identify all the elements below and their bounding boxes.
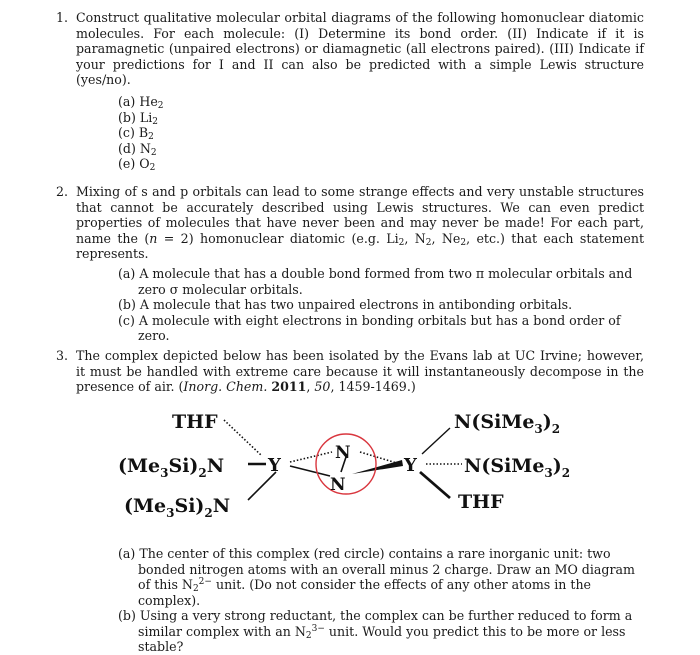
bond-y-n-bottom-left: [248, 472, 276, 500]
wedge-nbottom-y-right: [352, 460, 403, 474]
question-1-text: Construct qualitative molecular orbital diagrams of the following homonuclear diatomic molecules. For each molecule: (I) Determine its bond order. (II) Indicate if it is paramagnetic (unpaired electrons) or diamagnetic (all electrons paired). (III) Indicate if your predictions for I and II can also be predicted with a simple Lewis structure (yes/no).: [76, 10, 644, 87]
part-b: (b) Using a very strong reductant, the complex can be further reduced to form a similar complex with an $N_2^{3-}$ unit. Would you predict this to be more or less stable?: [118, 608, 633, 654]
statement-list: [118, 266, 646, 344]
bond-thf-y-left: [224, 420, 262, 456]
question-2: [56, 184, 645, 262]
molecule-item: (a) $He_2$: [118, 94, 164, 111]
label-me3si2n-left: $(Me_3Si)_2N$: [118, 455, 225, 480]
statement-item: (a) A molecule that has a double bond formed from two π molecular orbitals and zero σ molecular orbitals.: [118, 266, 633, 297]
part-a: (a) The center of this complex (red circle) contains a rare inorganic unit: two bonded nitrogen atoms with an overall minus 2 charge. Draw an MO diagram of this $N_2^{2-}$ unit. (Do not consider the effects of any other atoms in the complex).: [118, 546, 635, 608]
question-3-parts: [118, 546, 646, 655]
bond-y-ntop-dash: [290, 452, 332, 462]
question-3-text: The complex depicted below has been isolated by the Evans lab at UC Irvine; however, it must be handled with extreme care because it will instantaneously decompose in the presence of air. (Inorg. Chem. 2011, 50, 1459-1469.): [76, 348, 644, 394]
label-n-top: N: [335, 443, 351, 463]
question-2-number: 2.: [56, 184, 69, 199]
question-1: [56, 10, 644, 88]
label-thf-left: THF: [172, 411, 218, 433]
molecule-item: (c) $B_2$: [118, 125, 154, 142]
question-3-number: 3.: [56, 348, 69, 363]
bond-y-right-thf: [420, 472, 450, 498]
label-y-right: Y: [404, 455, 417, 476]
complex-structure: [0, 408, 700, 528]
label-me3si2n-bottom: $(Me_3Si)_2N$: [124, 495, 231, 520]
label-thf-right: THF: [458, 491, 504, 513]
bond-y-right-nsime-top: [422, 428, 450, 454]
label-y-left: Y: [268, 455, 281, 476]
label-n-bottom: N: [330, 475, 346, 495]
question-3: [56, 348, 644, 395]
question-2-text: Mixing of s and p orbitals can lead to some strange effects and very unstable structures that cannot be accurately described using Lewis structures. We can even predict properties of molecules that have never been and may never be made! For each part, name the (n = 2) homonuclear diatomic (e.g. $Li_2$, $N_2$, $Ne_2$, etc.) that each statement represents.: [76, 184, 645, 261]
molecule-item: (b) $Li_2$: [118, 109, 159, 127]
statement-item: (b) A molecule that has two unpaired electrons in antibonding orbitals.: [118, 297, 573, 312]
question-1-number: 1.: [56, 10, 69, 25]
bond-y-nbottom: [290, 466, 330, 476]
statement-item: (c) A molecule with eight electrons in bonding orbitals but has a bond order of zero.: [118, 312, 621, 343]
molecule-list: [118, 94, 164, 172]
molecule-item: (d) $N_2$: [118, 140, 157, 158]
label-nsime-right: $N(SiMe_3)_2$: [464, 455, 571, 480]
molecule-item: (e) $O_2$: [118, 156, 156, 173]
bond-ntop-y-right: [360, 452, 400, 464]
label-nsime-top: $N(SiMe_3)_2$: [454, 411, 561, 436]
